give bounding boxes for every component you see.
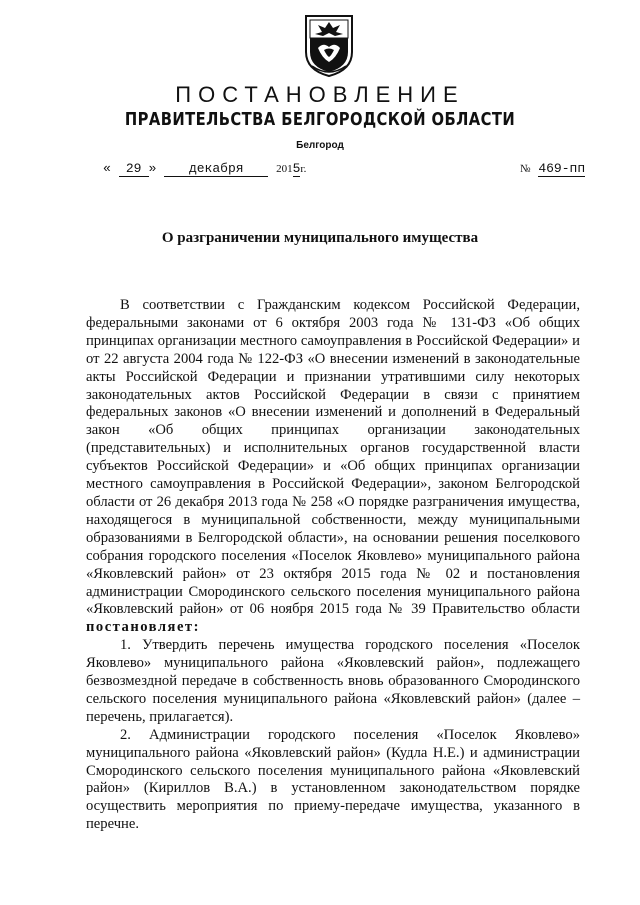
document-type-title: ПОСТАНОВЛЕНИЕ xyxy=(175,82,465,107)
city-label: Белгород xyxy=(296,140,344,151)
item-1-paragraph: 1. Утвердить перечень имущества городского поселения «Поселок Яковлево» муниципального района «Яковлевский район», подлежащего безвозмездной передаче в собственность вновь образованного Смородинского сельского поселения муниципального района «Яковлевский район» (далее – перечень, прилагается). xyxy=(86,637,580,725)
issuing-authority-title: ПРАВИТЕЛЬСТВА БЕЛГОРОДСКОЙ ОБЛАСТИ xyxy=(124,109,516,130)
preamble-paragraph xyxy=(86,297,580,637)
date-year-suffix: 5 xyxy=(292,161,301,176)
preamble-text: В соответствии с Гражданским кодексом Российской Федерации, федеральными законами от 6 октября 2003 года № 131-ФЗ «Об общих принципах организации местного самоуправления в Российской Федерации» и от 22 августа 2004 года № 122-ФЗ «О внесении изменений в законодательные акты Российской Федерации и признании утратившими силу некоторых законодательных актов Российской Федерации в связи с принятием федеральных законов «О внесении изменений и дополнений в Федеральный закон «Об общих принципах организации законодательных (представительных) и исполнительных органов государственной власти субъектов Российской Федерации» и «Об общих принципах организации местного самоуправления в Российской Федерации», законом Белгородской области от 26 декабря 2013 года № 258 «О порядке разграничения имущества, находящегося в муниципальной собственности, между муниципальными образованиями в Белгородской области», на основании решения поселкового собрания городского поселения «Поселок Яковлево» муниципального района «Яковлевский район» от 23 октября 2015 года № 02 и постановления администрации Смородинского сельского поселения муниципального района «Яковлевский район» от 06 ноября 2015 года № 39 Правительство области xyxy=(86,297,580,618)
date-year-prefix: 201 xyxy=(276,163,293,175)
number-value: 469-пп xyxy=(538,161,586,176)
date-year-mark: г. xyxy=(300,163,307,175)
date-month: декабря xyxy=(164,161,268,177)
document-number xyxy=(520,161,585,177)
item-2-paragraph: 2. Администрации городского поселения «Поселок Яковлево» муниципального района «Яковлевский район» (Кудла Н.Е.) и администрации Смородинского сельского поселения муниципального района «Яковлевский район» (Кириллов В.А.) в установленном законодательством порядке осуществить мероприятия по приему-передаче имущества, указанного в перечне. xyxy=(86,726,580,833)
number-sign: № xyxy=(520,163,531,175)
document-date xyxy=(103,161,306,177)
date-open-quote: « xyxy=(103,161,111,176)
date-close-quote: » xyxy=(148,161,157,176)
document-subject: О разграничении муниципального имущества xyxy=(161,230,479,246)
resolves-keyword: постановляет: xyxy=(86,619,200,636)
coat-of-arms-emblem xyxy=(303,14,355,78)
document-body xyxy=(86,297,580,834)
date-day: 29 xyxy=(119,161,149,177)
